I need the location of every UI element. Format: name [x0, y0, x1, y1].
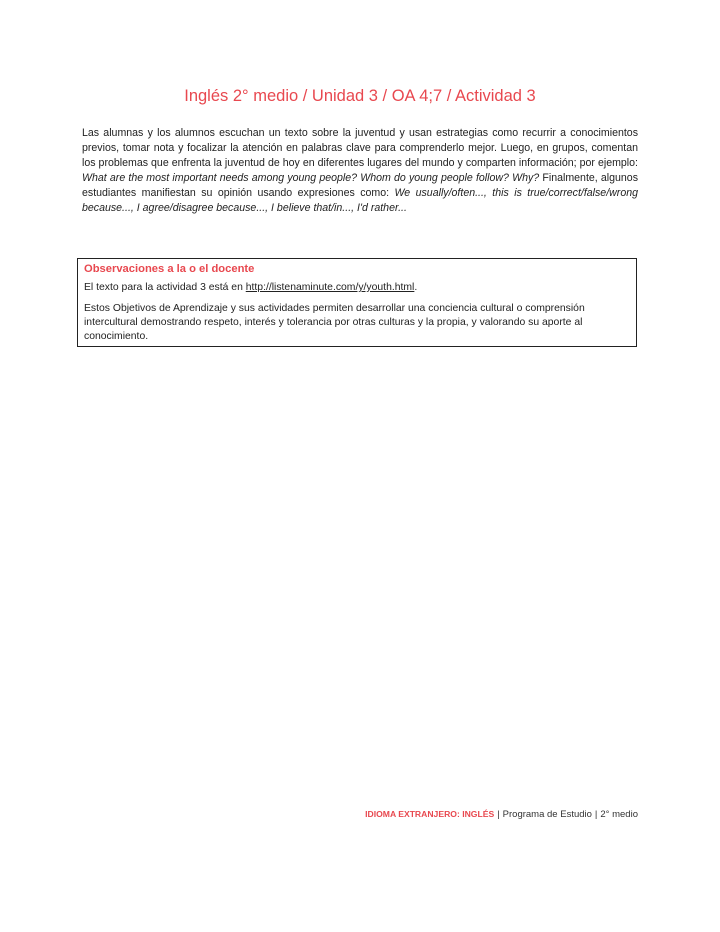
- teacher-observations-box: [77, 258, 637, 347]
- footer-separator: |: [497, 809, 500, 820]
- footer-separator: |: [594, 809, 598, 820]
- page-title: Inglés 2° medio / Unidad 3 / OA 4;7 / Actividad 3: [184, 87, 536, 105]
- observations-paragraph: Estos Objetivos de Aprendizaje y sus actividades permiten desarrollar una conciencia cultural o comprensión intercultural demostrando respeto, interés y tolerancia por otras culturas y la propia, y valorando su aporte al conocimiento.: [84, 303, 585, 342]
- footer-grade: 2° medio: [600, 809, 638, 820]
- footer-program: Programa de Estudio: [502, 809, 592, 820]
- youth-text-link[interactable]: http://listenaminute.com/y/youth.html: [245, 282, 415, 293]
- example-expressions: We usually/often..., this is true/correct/false/wrong because..., I agree/disagree because..., I believe that/in..., I'd rather...: [82, 187, 638, 214]
- activity-description: [82, 126, 638, 216]
- observations-text-suffix: .: [414, 282, 418, 293]
- observations-text-prefix: El texto para la actividad 3 está en: [84, 282, 246, 293]
- page-footer: [365, 808, 638, 821]
- intro-text-2: Finalmente, algunos estudiantes manifiestan su opinión usando expresiones como:: [82, 172, 638, 199]
- footer-subject: IDIOMA EXTRANJERO: INGLÉS: [365, 809, 495, 819]
- example-questions: What are the most important needs among young people? Whom do young people follow? Why?: [82, 172, 540, 184]
- intro-text-1: Las alumnas y los alumnos escuchan un texto sobre la juventud y usan estrategias como recurrir a conocimientos previos, tomar nota y focalizar la atención en palabras clave para comprenderlo mejor. Luego, en grupos, comentan los problemas que enfrenta la juventud de hoy en diferentes lugares del mundo y comparten información; por ejemplo:: [82, 127, 638, 169]
- observations-link-line: [84, 281, 629, 295]
- observations-heading: Observaciones a la o el docente: [84, 263, 255, 275]
